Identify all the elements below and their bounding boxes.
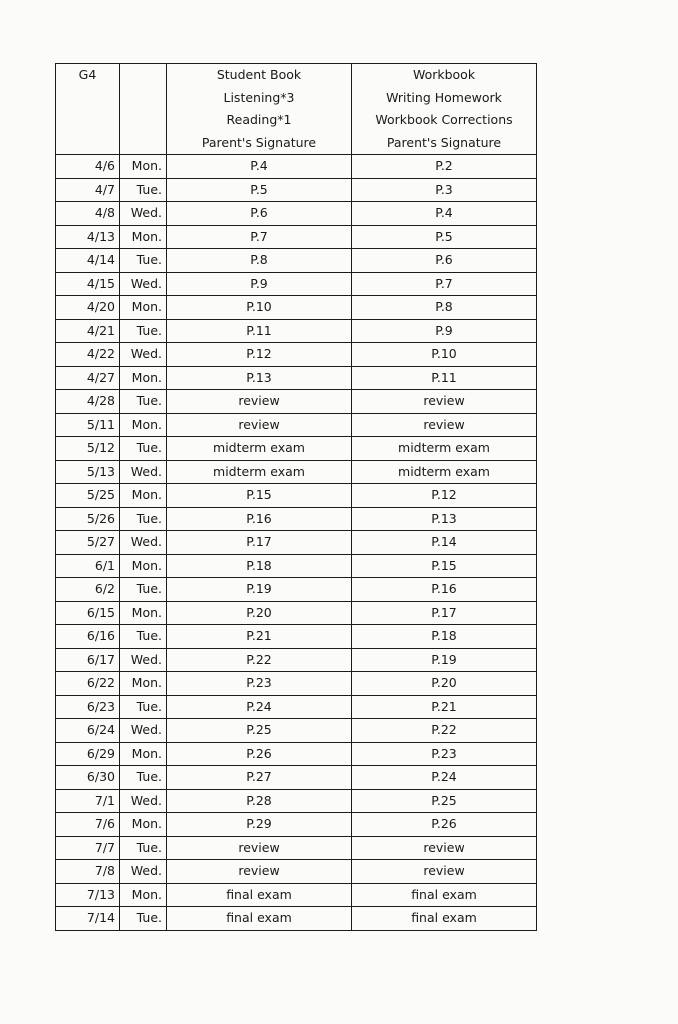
workbook-signature: Parent's Signature bbox=[386, 134, 502, 150]
date-cell: 4/13 bbox=[56, 225, 120, 249]
workbook-cell: P.20 bbox=[352, 672, 537, 696]
date-cell: 4/7 bbox=[56, 178, 120, 202]
day-cell: Tue. bbox=[120, 907, 167, 931]
student-book-cell: final exam bbox=[167, 883, 352, 907]
workbook-cell: review bbox=[352, 836, 537, 860]
day-cell: Tue. bbox=[120, 507, 167, 531]
student-book-cell: P.10 bbox=[167, 296, 352, 320]
workbook-cell: P.25 bbox=[352, 789, 537, 813]
day-cell: Mon. bbox=[120, 742, 167, 766]
day-cell: Wed. bbox=[120, 202, 167, 226]
student-book-cell: final exam bbox=[167, 907, 352, 931]
workbook-cell: midterm exam bbox=[352, 460, 537, 484]
workbook-cell: P.22 bbox=[352, 719, 537, 743]
day-cell: Mon. bbox=[120, 813, 167, 837]
day-cell: Tue. bbox=[120, 695, 167, 719]
student-book-cell: P.23 bbox=[167, 672, 352, 696]
student-book-cell: P.4 bbox=[167, 155, 352, 179]
day-cell: Mon. bbox=[120, 672, 167, 696]
table-row bbox=[56, 437, 537, 461]
table-row bbox=[56, 249, 537, 273]
date-cell: 6/16 bbox=[56, 625, 120, 649]
day-cell: Mon. bbox=[120, 366, 167, 390]
table-row bbox=[56, 601, 537, 625]
day-cell: Mon. bbox=[120, 554, 167, 578]
student-book-cell: midterm exam bbox=[167, 460, 352, 484]
workbook-cell: P.7 bbox=[352, 272, 537, 296]
student-book-title: Student Book bbox=[216, 67, 302, 82]
workbook-cell: P.12 bbox=[352, 484, 537, 508]
date-cell: 7/1 bbox=[56, 789, 120, 813]
workbook-corrections: Workbook Corrections bbox=[375, 112, 513, 127]
date-cell: 6/15 bbox=[56, 601, 120, 625]
workbook-header bbox=[352, 64, 537, 155]
table-row bbox=[56, 813, 537, 837]
workbook-cell: P.6 bbox=[352, 249, 537, 273]
workbook-title: Workbook bbox=[412, 67, 476, 82]
table-row bbox=[56, 695, 537, 719]
day-cell: Wed. bbox=[120, 460, 167, 484]
day-cell: Wed. bbox=[120, 648, 167, 672]
date-cell: 5/13 bbox=[56, 460, 120, 484]
workbook-cell: P.21 bbox=[352, 695, 537, 719]
table-row bbox=[56, 672, 537, 696]
table-row bbox=[56, 719, 537, 743]
workbook-cell: review bbox=[352, 860, 537, 884]
student-book-cell: P.25 bbox=[167, 719, 352, 743]
schedule-sheet bbox=[55, 63, 537, 931]
date-cell: 5/25 bbox=[56, 484, 120, 508]
table-row bbox=[56, 319, 537, 343]
student-book-header bbox=[167, 64, 352, 155]
student-book-cell: P.11 bbox=[167, 319, 352, 343]
date-cell: 6/24 bbox=[56, 719, 120, 743]
day-cell: Wed. bbox=[120, 860, 167, 884]
student-book-cell: P.27 bbox=[167, 766, 352, 790]
date-cell: 5/12 bbox=[56, 437, 120, 461]
table-row bbox=[56, 460, 537, 484]
table-row bbox=[56, 648, 537, 672]
student-book-cell: P.6 bbox=[167, 202, 352, 226]
day-cell: Wed. bbox=[120, 789, 167, 813]
table-row bbox=[56, 296, 537, 320]
student-book-listening: Listening*3 bbox=[223, 89, 295, 105]
day-cell: Tue. bbox=[120, 390, 167, 414]
table-row bbox=[56, 531, 537, 555]
day-cell: Tue. bbox=[120, 625, 167, 649]
workbook-cell: P.17 bbox=[352, 601, 537, 625]
student-book-cell: P.8 bbox=[167, 249, 352, 273]
student-book-cell: P.29 bbox=[167, 813, 352, 837]
table-row bbox=[56, 366, 537, 390]
date-cell: 6/29 bbox=[56, 742, 120, 766]
student-book-cell: P.15 bbox=[167, 484, 352, 508]
student-book-cell: review bbox=[167, 413, 352, 437]
student-book-cell: midterm exam bbox=[167, 437, 352, 461]
student-book-cell: P.18 bbox=[167, 554, 352, 578]
day-cell: Wed. bbox=[120, 343, 167, 367]
workbook-cell: final exam bbox=[352, 883, 537, 907]
table-row bbox=[56, 178, 537, 202]
table-row bbox=[56, 484, 537, 508]
workbook-cell: P.14 bbox=[352, 531, 537, 555]
day-cell: Mon. bbox=[120, 484, 167, 508]
day-cell: Mon. bbox=[120, 225, 167, 249]
workbook-cell: P.15 bbox=[352, 554, 537, 578]
workbook-cell: P.2 bbox=[352, 155, 537, 179]
day-header-cell bbox=[120, 64, 167, 155]
day-cell: Tue. bbox=[120, 319, 167, 343]
student-book-cell: review bbox=[167, 836, 352, 860]
day-cell: Mon. bbox=[120, 601, 167, 625]
day-cell: Mon. bbox=[120, 296, 167, 320]
student-book-cell: P.28 bbox=[167, 789, 352, 813]
workbook-cell: midterm exam bbox=[352, 437, 537, 461]
date-cell: 5/11 bbox=[56, 413, 120, 437]
table-row bbox=[56, 202, 537, 226]
student-book-cell: P.13 bbox=[167, 366, 352, 390]
date-cell: 5/26 bbox=[56, 507, 120, 531]
date-cell: 4/15 bbox=[56, 272, 120, 296]
student-book-cell: P.22 bbox=[167, 648, 352, 672]
table-row bbox=[56, 507, 537, 531]
day-cell: Wed. bbox=[120, 272, 167, 296]
table-row bbox=[56, 742, 537, 766]
date-cell: 6/30 bbox=[56, 766, 120, 790]
student-book-cell: P.20 bbox=[167, 601, 352, 625]
workbook-writing-homework: Writing Homework bbox=[386, 89, 502, 105]
table-row bbox=[56, 390, 537, 414]
table-row bbox=[56, 836, 537, 860]
student-book-cell: review bbox=[167, 390, 352, 414]
date-cell: 7/6 bbox=[56, 813, 120, 837]
workbook-cell: P.5 bbox=[352, 225, 537, 249]
date-cell: 6/17 bbox=[56, 648, 120, 672]
table-row bbox=[56, 578, 537, 602]
date-cell: 4/20 bbox=[56, 296, 120, 320]
workbook-cell: P.4 bbox=[352, 202, 537, 226]
date-cell: 4/6 bbox=[56, 155, 120, 179]
student-book-cell: P.19 bbox=[167, 578, 352, 602]
date-cell: 4/21 bbox=[56, 319, 120, 343]
day-cell: Tue. bbox=[120, 766, 167, 790]
date-cell: 7/8 bbox=[56, 860, 120, 884]
day-cell: Tue. bbox=[120, 249, 167, 273]
workbook-cell: P.24 bbox=[352, 766, 537, 790]
workbook-cell: P.11 bbox=[352, 366, 537, 390]
student-book-cell: P.7 bbox=[167, 225, 352, 249]
homework-schedule-table bbox=[55, 63, 537, 931]
workbook-cell: review bbox=[352, 390, 537, 414]
day-cell: Mon. bbox=[120, 413, 167, 437]
student-book-cell: P.26 bbox=[167, 742, 352, 766]
workbook-cell: review bbox=[352, 413, 537, 437]
date-cell: 6/1 bbox=[56, 554, 120, 578]
day-cell: Wed. bbox=[120, 719, 167, 743]
student-book-cell: P.24 bbox=[167, 695, 352, 719]
workbook-cell: P.23 bbox=[352, 742, 537, 766]
table-row bbox=[56, 789, 537, 813]
date-cell: 6/2 bbox=[56, 578, 120, 602]
workbook-cell: P.9 bbox=[352, 319, 537, 343]
workbook-cell: P.18 bbox=[352, 625, 537, 649]
day-cell: Tue. bbox=[120, 578, 167, 602]
workbook-cell: P.13 bbox=[352, 507, 537, 531]
date-cell: 4/28 bbox=[56, 390, 120, 414]
day-cell: Tue. bbox=[120, 178, 167, 202]
date-cell: 4/14 bbox=[56, 249, 120, 273]
student-book-cell: P.21 bbox=[167, 625, 352, 649]
workbook-cell: P.10 bbox=[352, 343, 537, 367]
student-book-cell: P.9 bbox=[167, 272, 352, 296]
day-cell: Tue. bbox=[120, 836, 167, 860]
table-row bbox=[56, 625, 537, 649]
date-cell: 5/27 bbox=[56, 531, 120, 555]
table-row bbox=[56, 155, 537, 179]
day-cell: Mon. bbox=[120, 155, 167, 179]
day-cell: Mon. bbox=[120, 883, 167, 907]
day-cell: Tue. bbox=[120, 437, 167, 461]
header-row bbox=[56, 64, 537, 155]
table-body bbox=[56, 64, 537, 931]
date-cell: 7/13 bbox=[56, 883, 120, 907]
date-cell: 6/22 bbox=[56, 672, 120, 696]
workbook-cell: final exam bbox=[352, 907, 537, 931]
date-cell: 7/14 bbox=[56, 907, 120, 931]
table-row bbox=[56, 225, 537, 249]
student-book-cell: P.17 bbox=[167, 531, 352, 555]
workbook-cell: P.19 bbox=[352, 648, 537, 672]
table-row bbox=[56, 343, 537, 367]
workbook-cell: P.3 bbox=[352, 178, 537, 202]
table-row bbox=[56, 860, 537, 884]
table-row bbox=[56, 272, 537, 296]
student-book-cell: P.5 bbox=[167, 178, 352, 202]
date-cell: 4/8 bbox=[56, 202, 120, 226]
workbook-cell: P.16 bbox=[352, 578, 537, 602]
table-row bbox=[56, 554, 537, 578]
student-book-cell: P.16 bbox=[167, 507, 352, 531]
grade-label: G4 bbox=[56, 64, 120, 155]
workbook-cell: P.26 bbox=[352, 813, 537, 837]
student-book-signature: Parent's Signature bbox=[201, 134, 317, 150]
day-cell: Wed. bbox=[120, 531, 167, 555]
student-book-reading: Reading*1 bbox=[226, 112, 292, 127]
student-book-cell: P.12 bbox=[167, 343, 352, 367]
date-cell: 4/22 bbox=[56, 343, 120, 367]
table-row bbox=[56, 883, 537, 907]
date-cell: 4/27 bbox=[56, 366, 120, 390]
table-row bbox=[56, 766, 537, 790]
workbook-cell: P.8 bbox=[352, 296, 537, 320]
student-book-cell: review bbox=[167, 860, 352, 884]
table-row bbox=[56, 907, 537, 931]
table-row bbox=[56, 413, 537, 437]
date-cell: 6/23 bbox=[56, 695, 120, 719]
date-cell: 7/7 bbox=[56, 836, 120, 860]
